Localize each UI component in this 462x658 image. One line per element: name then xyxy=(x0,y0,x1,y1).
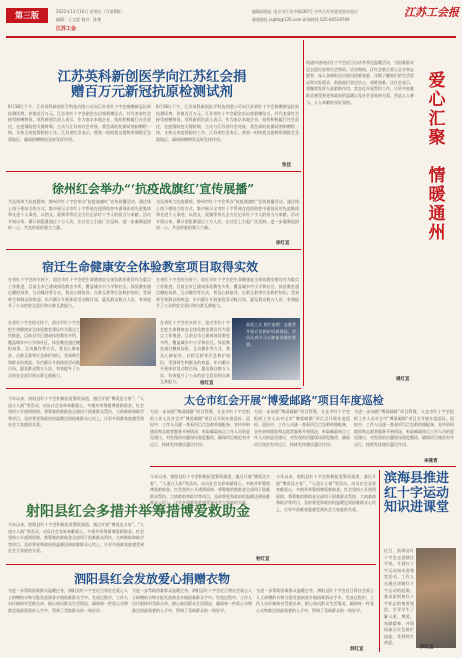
article-2-credit: 徐红宣 xyxy=(276,241,290,246)
article-4-credit: 李燕青 xyxy=(424,459,438,464)
article-8-title: 滨海县推进红十字运动知识进课堂 xyxy=(384,471,450,516)
divider xyxy=(6,388,301,389)
article-3-credit: 宿红宣 xyxy=(200,381,214,386)
divider xyxy=(6,249,301,250)
article-1-body-col2: 6月18日下午，江苏英科新创医学科技有限公司向江苏省红十字会捐赠新冠抗原检测试剂，价值近百万元。江苏省红十字会副会长出席捐赠仪式，并代表省红会接受捐赠物资。英科新创负责人表示，作为南京本地企业，始终积极履行社会责任，在疫情防控关键时期，主动与江苏省红会对接，将急需的检测试剂捐赠给一线，支持全省疫情防控工作。江苏省红会表示，将第一时间把这批物资调拨至急需地区，确保捐赠物资及时发挥作用。 xyxy=(156,104,299,142)
article-1-body-col1: 6月18日下午，江苏英科新创医学科技有限公司向江苏省红十字会捐赠新冠抗原检测试剂，价值近百万元。江苏省红十字会副会长出席捐赠仪式，并代表省红会接受捐赠物资。英科新创负责人表示，作为南京本地企业，始终积极履行社会责任，在疫情防控关键时期，主动与江苏省红会对接，将急需的检测试剂捐赠给一线，支持全省疫情防控工作。江苏省红会表示，将第一时间把这批物资调拨至急需地区，确保捐赠物资及时发挥作用。 xyxy=(8,104,151,142)
article-5-title: 射阳县红会多措并举筹措博爱救助金 xyxy=(26,504,250,520)
address-line: 编辑部地址 南京市江东中路265号 中共江苏省委党校东校区 xyxy=(252,9,359,14)
article-8-photo xyxy=(416,548,456,648)
header-rule xyxy=(6,36,456,38)
article-6-title: 泗阳县红会发放爱心捐赠衣物 xyxy=(74,572,231,586)
page-number-badge: 第三版 xyxy=(6,8,48,23)
article-3-body-col3: 在省红十字会的支持下，宿迁市红十字会把生命健康安全体验教室建设作为重点工作推进，目前全市已建成体验教室多所，覆盖城乡中小学和社区。体验教室通过模拟场景、互动操作等方式，普及心肺复苏、自救互救等应急救护知识，受到师生和群众的欢迎，年内累计开展体验活动数百场，惠及群众数万人次，有效提升了公众的安全意识和自救互救能力。 xyxy=(8,320,80,378)
editor-line: 编辑：王文俊 校对：陈艳 xyxy=(56,17,102,22)
article-8-body: 近日，滨海县红十字会走进辖区学校，开展红十字运动知识进课堂活动。工作人员通过讲解红十字运动的起源、基本原则和红十字标志的使用规范，引导学生了解人道、博爱、奉献精神，并现场演示应急救护技能，受到师生欢迎。 xyxy=(384,548,414,646)
article-3-title: 宿迁生命健康安全体验教室项目取得实效 xyxy=(42,260,259,274)
column-divider xyxy=(379,470,380,652)
article-3-body-col4: 在省红十字会的支持下，宿迁市红十字会把生命健康安全体验教室建设作为重点工作推进，目前全市已建成体验教室多所，覆盖城乡中小学和社区。体验教室通过模拟场景、互动操作等方式，普及心肺复苏、自救互救等应急救护知识，受到师生和群众的欢迎，年内累计开展体验活动数百场，惠及群众数万人次，有效提升了公众的安全意识和自救互救能力。 xyxy=(160,320,230,385)
contact-line: 邮箱地址 jsghb@126.com 新闻热线 025-84519789 xyxy=(252,17,350,22)
divider xyxy=(6,171,301,172)
article-3-photo xyxy=(80,318,156,366)
newspaper-logo: 江苏工会报 xyxy=(404,6,459,19)
article-4-title: 太仓市红会开展“博爱邮路”项目年度巡检 xyxy=(184,394,384,407)
article-1-credit: 张佳 xyxy=(282,163,291,168)
article-3-body-col2: 在省红十字会的支持下，宿迁市红十字会把生命健康安全体验教室建设作为重点工作推进，目前全市已建成体验教室多所，覆盖城乡中小学和社区。体验教室通过模拟场景、互动操作等方式，普及心肺复苏、自救互救等应急救护知识，受到师生和群众的欢迎，年内累计开展体验活动数百场，惠及群众数万人次，有效提升了公众的安全意识和自救互救能力。 xyxy=(156,277,299,309)
photo-panel xyxy=(232,318,300,380)
article-1-title: 江苏英科新创医学向江苏红会捐赠百万元新冠抗原检测试剂 xyxy=(57,69,247,100)
article-5-body-col1: 今年以来，射阳县红十字会积极拓宽筹资渠道，通过开展“博爱送万家”、“人道万人捐”等活动，动员社会各界奉献爱心，多措并举筹措博爱救助金。红会坚持公开透明原则，将筹集的救助金全部用于困难群众帮扶、大病救助和助学等项目，及时将党和政府的温暖送到困难群众心坎上，让更多困难家庭感受到社会大家庭的关爱。 xyxy=(8,396,144,428)
article-5-body-col3: 今年以来，射阳县红十字会积极拓宽筹资渠道，通过开展“博爱送万家”、“人道万人捐”等活动，动员社会各界奉献爱心，多措并举筹措博爱救助金。红会坚持公开透明原则，将筹集的救助金全部用于困难群众帮扶、大病救助和助学等项目，及时将党和政府的温暖送到困难群众心坎上，让更多困难家庭感受到社会大家庭的关爱。 xyxy=(150,474,270,506)
article-8-credit: 滨红宣 xyxy=(420,645,434,650)
article-5-credit: 射红宣 xyxy=(256,557,270,562)
column-divider xyxy=(303,40,304,386)
masthead-title: 江苏工会 xyxy=(56,26,77,32)
article-4-body-col1: 为进一步加强“博爱邮路”项目管理，太仓市红十字会组织工作人员对全市“博爱邮路”项目点开展年度巡检。巡检中，工作人员逐一查看项目点急救药箱配备、宣传资料摆放和志愿者服务开展情况，听取邮政网点工作人员的意见建议，对发现的问题现场督促整改，确保项目规范有序运行，持续发挥便民惠民作用。 xyxy=(150,409,250,447)
article-5-body-col2: 今年以来，射阳县红十字会积极拓宽筹资渠道，通过开展“博爱送万家”、“人道万人捐”等活动，动员社会各界奉献爱心，多措并举筹措博爱救助金。红会坚持公开透明原则，将筹集的救助金全部用于困难群众帮扶、大病救助和助学等项目，及时将党和政府的温暖送到困难群众心坎上，让更多困难家庭感受到社会大家庭的关爱。 xyxy=(8,522,144,554)
issue-date: 2022年12月16日 星期五（含第6期） xyxy=(56,9,125,14)
article-6-credit: 泗红宣 xyxy=(350,647,364,652)
article-6-body-col1: 为进一步帮助困难群众温暖过冬，泗阳县红十字会近日将社会爱心人士捐赠的衣物分批发放到各乡镇困难群众手中。发放过程中，工作人员仔细核对受助名单，耐心询问群众生活情况，确保每一件爱心衣物都送到最需要的人手中，得到了受助群众的一致好评。 xyxy=(8,588,128,613)
article-2-body-col2: 为弘扬伟大抗疫精神，徐州市红十字会举办“抗疫战旗红”宣传展播活动，通过线上线下相结合的方式，集中展示全市红十字系统在疫情防控中涌现出的先进集体和先进个人事迹，以图文、视频等形式全方位记录红十字人的担当与奉献。活动开展以来，累计浏览量超过十万人次，在社会上引起广泛反响，进一步凝聚起团结一心、共克时艰的强大力量。 xyxy=(156,199,299,231)
divider xyxy=(6,564,376,565)
photo-caption: 星星之火 图片说明：志愿者开展应急救护培训现场，学员认真学习心肺复苏操作要领。 xyxy=(246,322,296,347)
article-2-body-col1: 为弘扬伟大抗疫精神，徐州市红十字会举办“抗疫战旗红”宣传展播活动，通过线上线下相结合的方式，集中展示全市红十字系统在疫情防控中涌现出的先进集体和先进个人事迹，以图文、视频等形式全方位记录红十字人的担当与奉献。活动开展以来，累计浏览量超过十万人次，在社会上引起广泛反响，进一步凝聚起团结一心、共克时艰的强大力量。 xyxy=(8,199,151,231)
article-4-body-col2: 为进一步加强“博爱邮路”项目管理，太仓市红十字会组织工作人员对全市“博爱邮路”项目点开展年度巡检。巡检中，工作人员逐一查看项目点急救药箱配备、宣传资料摆放和志愿者服务开展情况，听取邮政网点工作人员的意见建议，对发现的问题现场督促整改，确保项目规范有序运行，持续发挥便民惠民作用。 xyxy=(254,409,350,447)
article-6-body-col3: 为进一步帮助困难群众温暖过冬，泗阳县红十字会近日将社会爱心人士捐赠的衣物分批发放到各乡镇困难群众手中。发放过程中，工作人员仔细核对受助名单，耐心询问群众生活情况，确保每一件爱心衣物都送到最需要的人手中，得到了受助群众的一致好评。 xyxy=(256,588,374,613)
article-2-title: 徐州红会举办“‘抗疫战旗红’宣传展播” xyxy=(52,182,255,196)
article-4-body-col3: 为进一步加强“博爱邮路”项目管理，太仓市红十字会组织工作人员对全市“博爱邮路”项目点开展年度巡检。巡检中，工作人员逐一查看项目点急救药箱配备、宣传资料摆放和志愿者服务开展情况，听取邮政网点工作人员的意见建议，对发现的问题现场督促整改，确保项目规范有序运行，持续发挥便民惠民作用。 xyxy=(354,409,454,447)
article-3-body-col1: 在省红十字会的支持下，宿迁市红十字会把生命健康安全体验教室建设作为重点工作推进，目前全市已建成体验教室多所，覆盖城乡中小学和社区。体验教室通过模拟场景、互动操作等方式，普及心肺复苏、自救互救等应急救护知识，受到师生和群众的欢迎，年内累计开展体验活动数百场，惠及群众数万人次，有效提升了公众的安全意识和自救互救能力。 xyxy=(8,277,151,309)
article-5-body-col4: 今年以来，射阳县红十字会积极拓宽筹资渠道，通过开展“博爱送万家”、“人道万人捐”等活动，动员社会各界奉献爱心，多措并举筹措博爱救助金。红会坚持公开透明原则，将筹集的救助金全部用于困难群众帮扶、大病救助和助学等项目，及时将党和政府的温暖送到困难群众心坎上，让更多困难家庭感受到社会大家庭的关爱。 xyxy=(276,474,376,512)
article-6-body-col2: 为进一步帮助困难群众温暖过冬，泗阳县红十字会近日将社会爱心人士捐赠的衣物分批发放到各乡镇困难群众手中。发放过程中，工作人员仔细核对受助名单，耐心询问群众生活情况，确保每一件爱心衣物都送到最需要的人手中，得到了受助群众的一致好评。 xyxy=(132,588,252,613)
article-7-credit: 通红宣 xyxy=(396,377,410,382)
article-7-body: 南通市通州区红十字会近日启动冬季送温暖活动，为困难群众送去慰问金和生活物资。活动期间，区红会联合爱心企业和志愿者，深入各镇街走访慰问困难家庭，详细了解他们的生活状况和实际需求，鼓励他们坚定信心、战胜困难。区红会表示，将继续发挥人道救助作用，常态化开展帮扶工作，让更多困难群众感受到党和政府的温暖以及社会各界的关爱，营造人人参与、人人奉献的良好氛围。 xyxy=(306,60,414,105)
divider xyxy=(150,466,456,467)
article-7-vertical-title: 爱 心 汇 聚 情 暖 通 州 xyxy=(428,71,446,244)
